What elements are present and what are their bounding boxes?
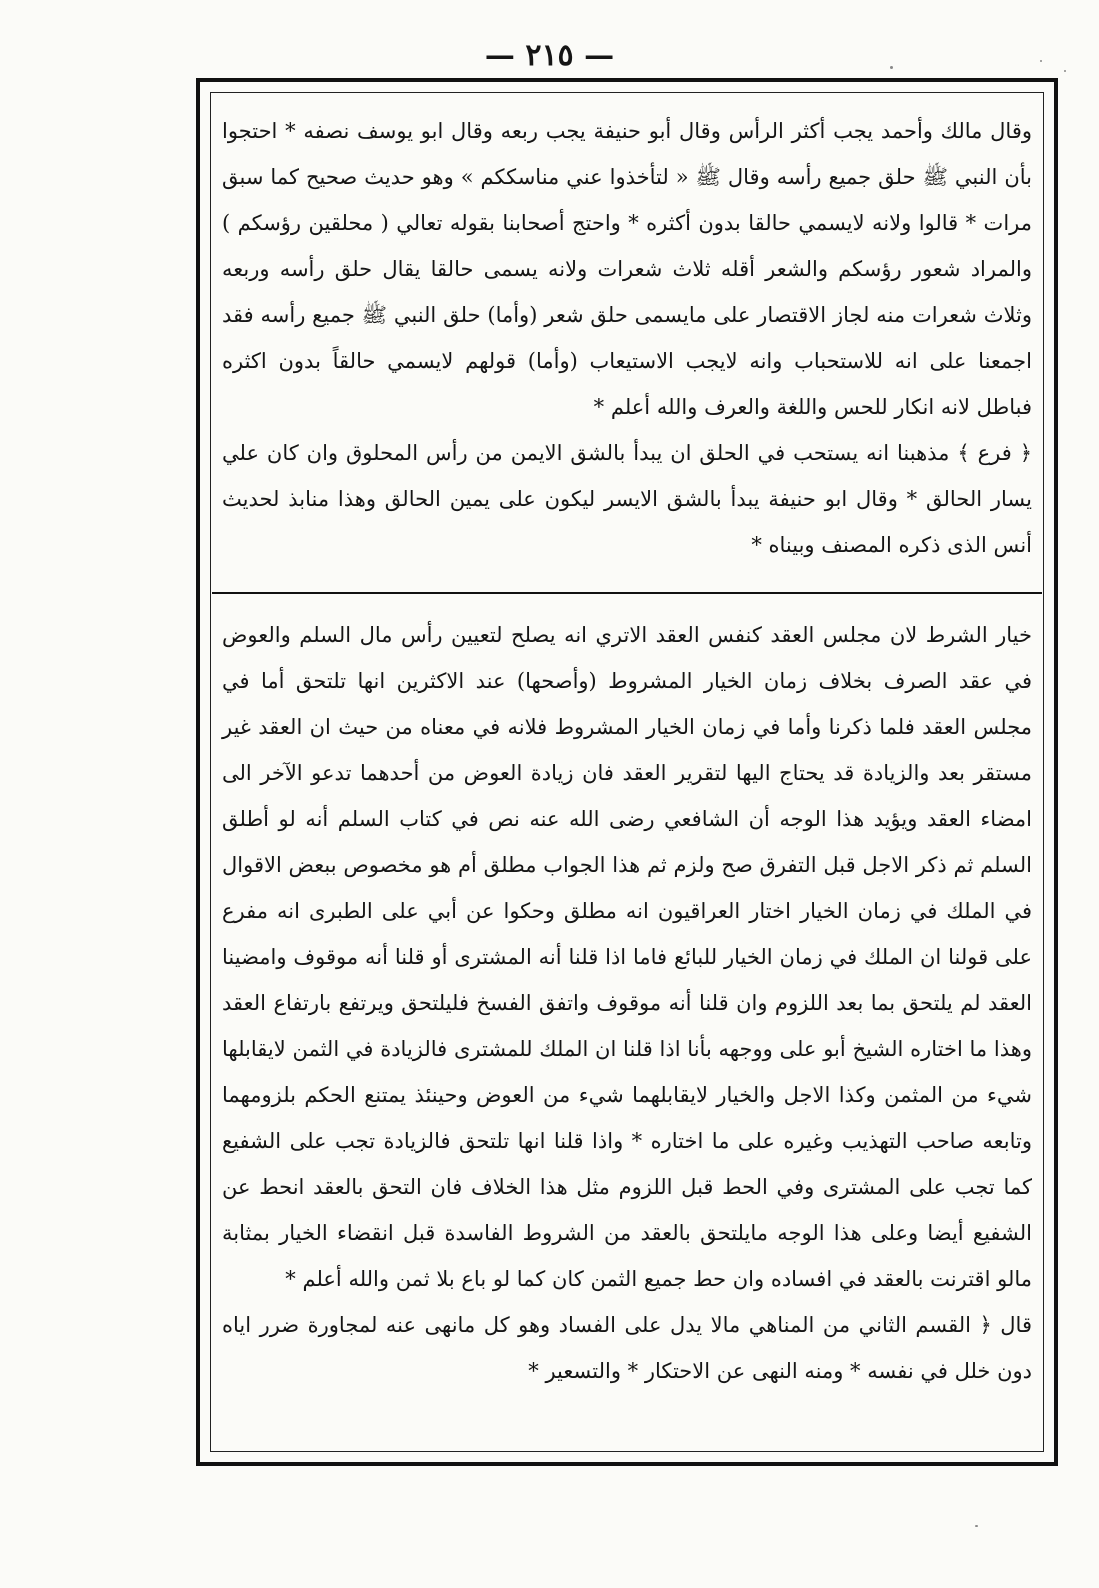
section-divider bbox=[212, 592, 1042, 594]
scan-speck bbox=[1064, 70, 1066, 72]
commentary-paragraph: وقال مالك وأحمد يجب أكثر الرأس وقال أبو حنيفة يجب ربعه وقال ابو يوسف نصفه * احتجوا بأن النبي ﷺ حلق جميع رأسه وقال ﷺ « لتأخذوا عني مناسككم » وهو حديث صحيح كما سبق مرات * قالوا ولانه لايسمي حالقا بدون أكثره * واحتج أصحابنا بقوله تعالي ( محلقين رؤسكم ) والمراد شعور رؤسكم والشعر أقله ثلاث شعرات ولانه يسمى حالقا يقال حلق رأسه وربعه وثلاث شعرات منه لجاز الاقتصار على مايسمى حلق شعر (وأما) حلق النبي ﷺ جميع رأسه فقد اجمعنا على انه للاستحباب وانه لايجب الاستيعاب (وأما) قولهم لايسمي حالقاً بدون اكثره فباطل لانه انكار للحس واللغة والعرف والله أعلم * bbox=[222, 119, 1032, 419]
scan-speck bbox=[890, 66, 893, 69]
main-text-paragraph: خيار الشرط لان مجلس العقد كنفس العقد الاتري انه يصلح لتعيين رأس مال السلم والعوض في عقد الصرف بخلاف زمان الخيار المشروط (وأصحها) عند الاكثرين انها تلتحق أما في مجلس العقد فلما ذكرنا وأما في زمان الخيار المشروط فلانه في معناه من حيث ان العقد غير مستقر بعد والزيادة قد يحتاج اليها لتقرير العقد فان زيادة العوض من أحدهما تدعو الآخر الى امضاء العقد ويؤيد هذا الوجه أن الشافعي رضى الله عنه نص في كتاب السلم أنه لو أطلق السلم ثم ذكر الاجل قبل التفرق صح ولزم ثم هذا الجواب مطلق أم هو مخصوص ببعض الاقوال في الملك في زمان الخيار اختار العراقيون انه مطلق وحكوا عن أبي على الطبرى انه مفرع على قولنا ان الملك في زمان الخيار للبائع فاما اذا قلنا أنه المشترى أو قلنا أنه موقوف وامضينا العقد لم يلتحق بما بعد اللزوم وان قلنا أنه موقوف واتفق الفسخ فليلتحق ويرتفع بارتفاع العقد وهذا ما اختاره الشيخ أبو على ووجهه بأنا اذا قلنا ان الملك للمشترى فالزيادة في الثمن لايقابلها شيء من المثمن وكذا الاجل والخيار لايقابلهما شيء من العوض وحينئذ يمتنع الحكم بلزومهما وتابعه صاحب التهذيب وغيره على ما اختاره * واذا قلنا انها تلتحق فالزيادة تجب على الشفيع كما تجب على المشترى وفي الحط قبل اللزوم مثل هذا الخلاف فان التحق بالعقد انحط عن الشفيع أيضا وعلى هذا الوجه مايلتحق بالعقد من الشروط الفاسدة قبل انقضاء الخيار بمثابة مالو اقترنت بالعقد في افساده وان حط جميع الثمن كان كما لو باع بلا ثمن والله أعلم * bbox=[222, 623, 1032, 1291]
scan-speck bbox=[975, 1525, 978, 1527]
scan-speck bbox=[1040, 60, 1042, 62]
section-heading-paragraph: قال ﴿ القسم الثاني من المناهي مالا يدل على الفساد وهو كل مانهى عنه لمجاورة ضرر اياه دون خلل في نفسه * ومنه النهى عن الاحتكار * والتسعير * bbox=[222, 1313, 1032, 1383]
page-number: — ٢١٥ — bbox=[484, 38, 615, 73]
main-text-section bbox=[222, 612, 1032, 1394]
commentary-section bbox=[222, 108, 1032, 568]
branch-paragraph: ﴿ فرع ﴾ مذهبنا انه يستحب في الحلق ان يبدأ بالشق الايمن من رأس المحلوق وان كان علي يسار الحالق * وقال ابو حنيفة يبدأ بالشق الايسر ليكون على يمين الحالق وهذا منابذ لحديث أنس الذى ذكره المصنف وبيناه * bbox=[222, 441, 1032, 557]
